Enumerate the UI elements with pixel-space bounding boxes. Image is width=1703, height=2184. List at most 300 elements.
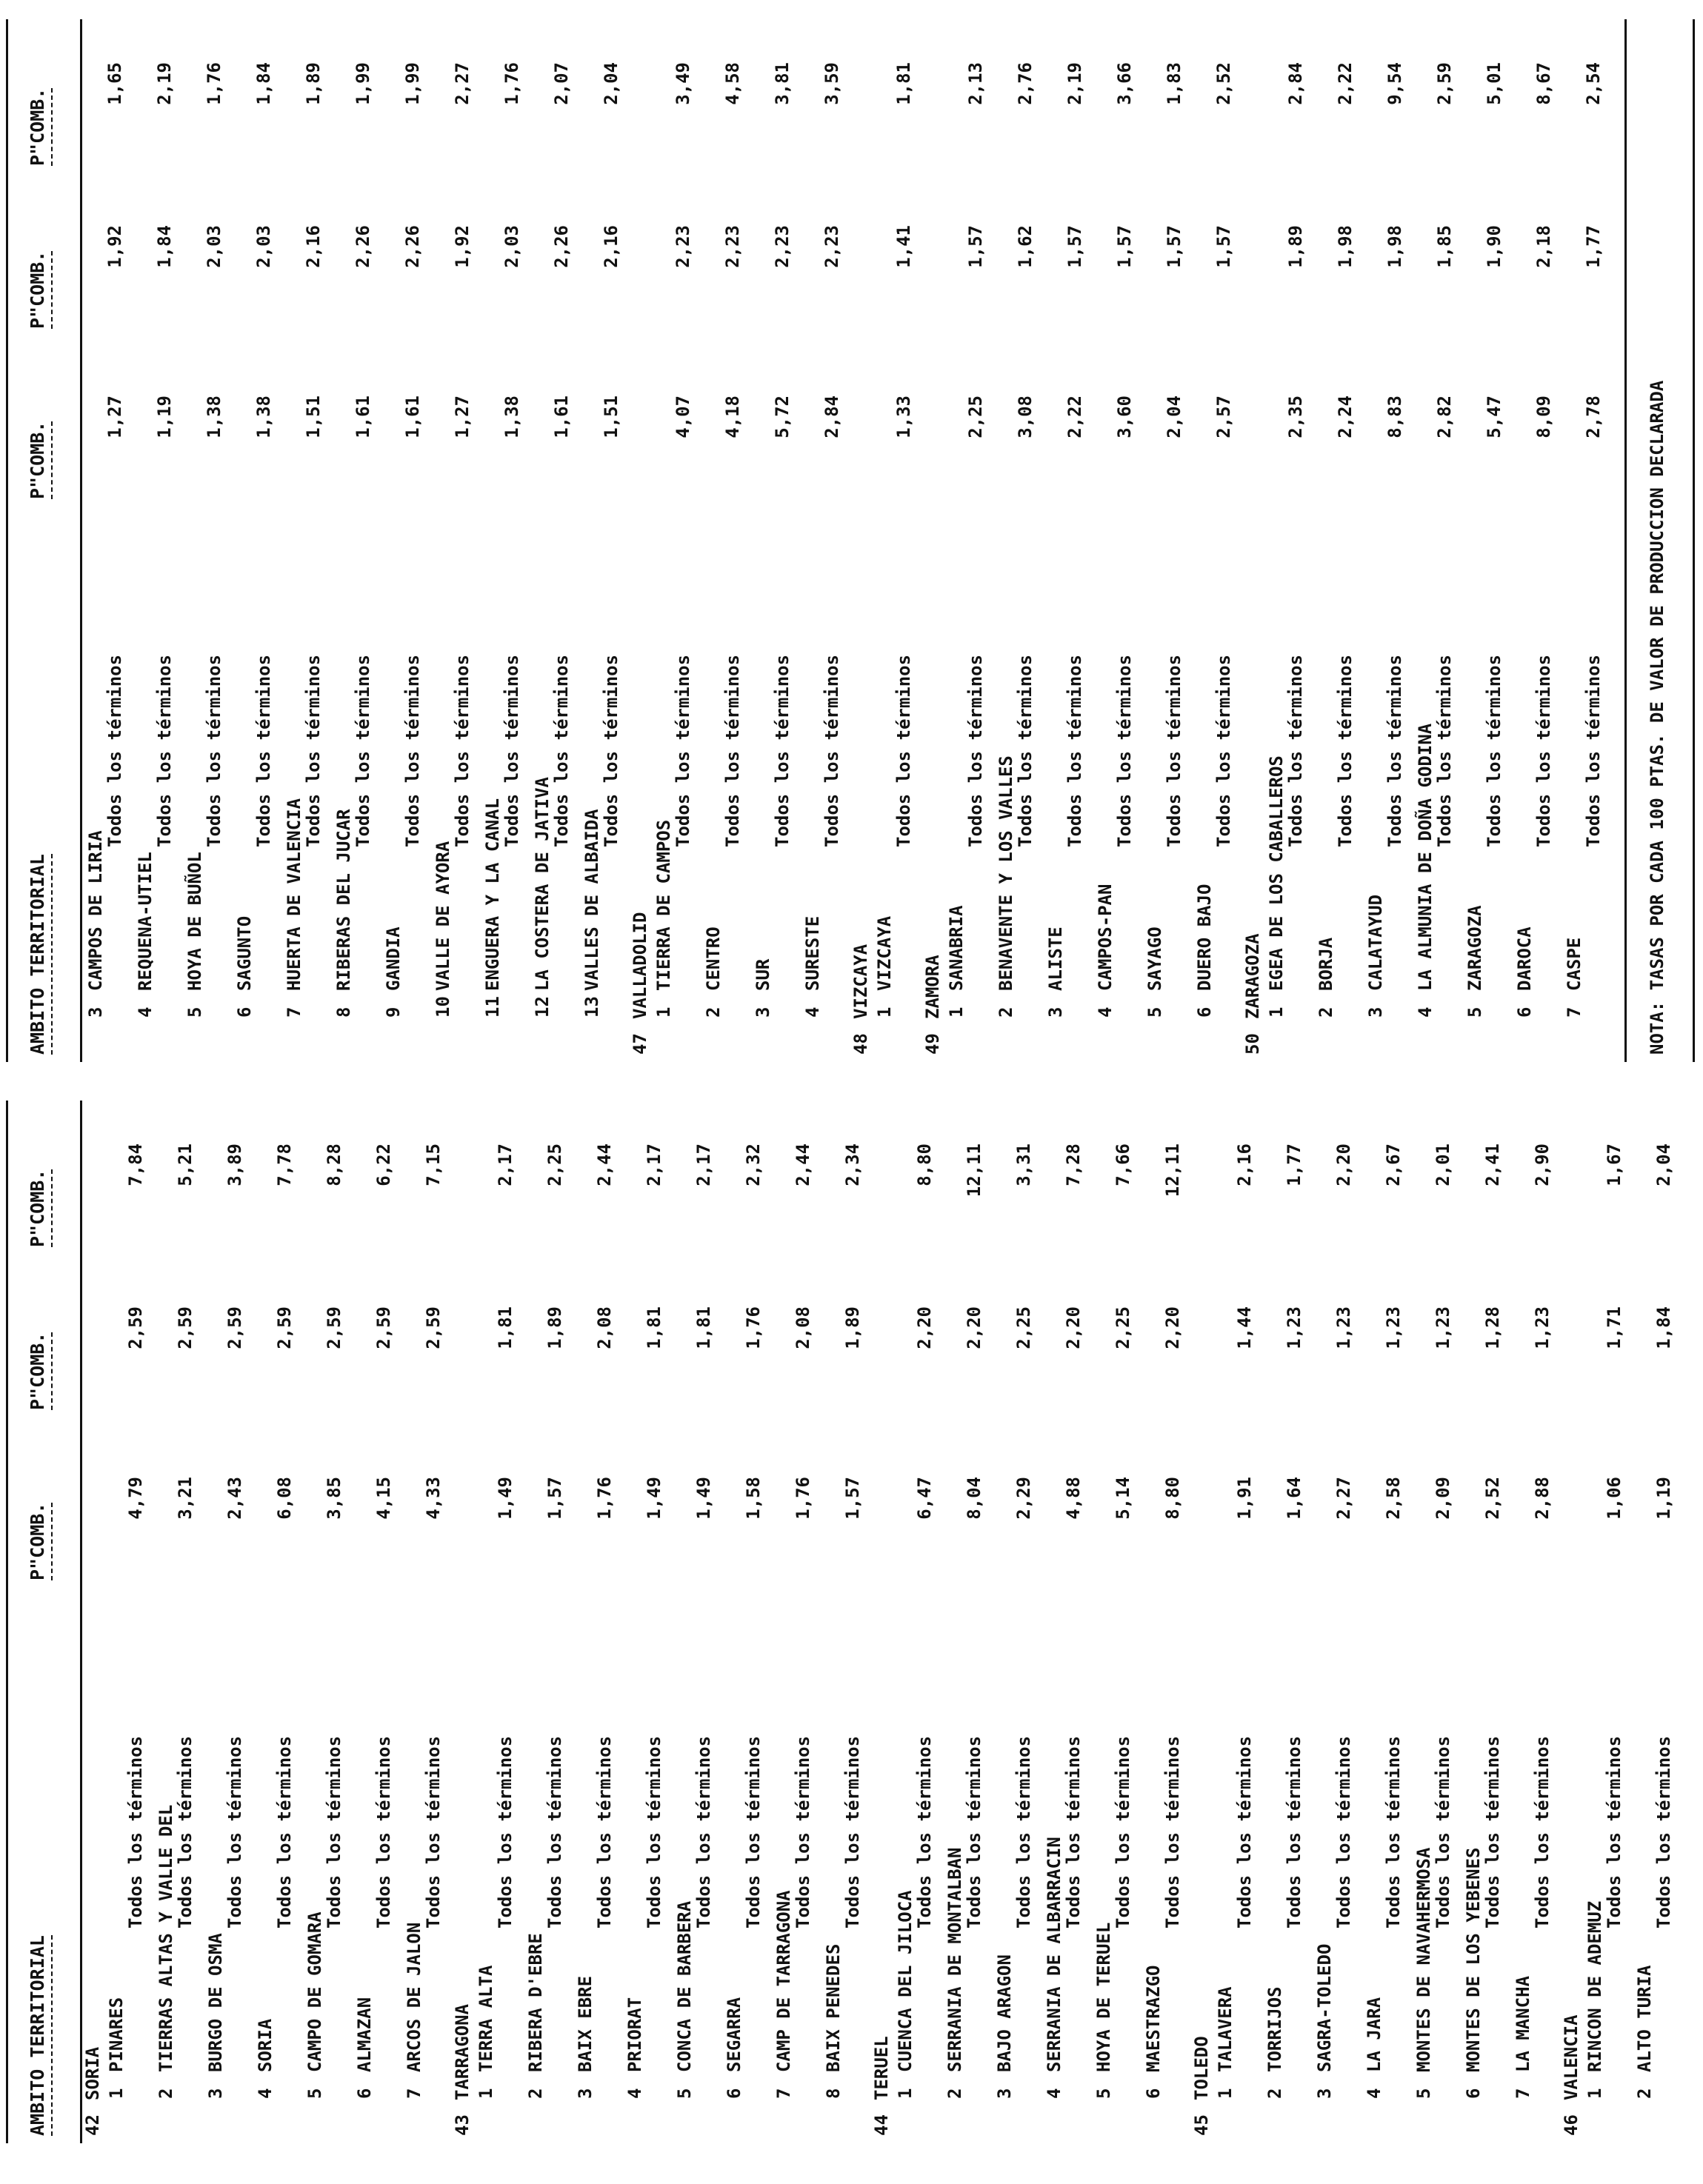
comarca-name: SURESTE (802, 915, 823, 991)
table-row (673, 1101, 722, 2143)
comarca-name: CALATAYUD (1365, 894, 1386, 991)
comarca-label (753, 959, 773, 1018)
comarca-name: LA ALMUNIA DE DOÑA GODINA (1415, 723, 1436, 991)
p-comb-value-3: 7,15 (423, 1143, 444, 1186)
comarca-name: SORIA (255, 2018, 276, 2072)
comarca-name: TIERRAS ALTAS Y VALLE DEL (156, 1804, 176, 2072)
p-comb-value-2: 2,08 (793, 1306, 813, 1349)
p-comb-value-3: 2,59 (1434, 62, 1455, 105)
p-comb-value-2: 2,03 (204, 225, 224, 268)
p-comb-value-3: 1,76 (204, 62, 224, 105)
comarca-label (703, 926, 724, 1018)
comarca-label (476, 1966, 496, 2100)
terms-label: Todos los términos (893, 654, 914, 847)
table-row (481, 19, 530, 1062)
p-comb-value-2: 1,57 (1064, 225, 1085, 268)
p-comb-value-2: 1,57 (1164, 225, 1184, 268)
table-row (133, 19, 183, 1062)
comarca-label (1365, 895, 1386, 1018)
p-comb-value-1: 8,83 (1384, 395, 1405, 438)
comarca-number: 1 (895, 2088, 916, 2099)
header-p-comb-2: P"COMB. (27, 1332, 53, 1410)
comarca-label (944, 1848, 965, 2099)
left-table-body (82, 1101, 1682, 2143)
comarca-number: 6 (1514, 1006, 1535, 1018)
p-comb-value-2: 2,16 (601, 225, 621, 268)
table-row (381, 19, 431, 1062)
province-heading (1191, 2036, 1212, 2136)
terms-label: Todos los términos (1162, 1735, 1183, 1928)
p-comb-value-3: 2,17 (644, 1143, 664, 1186)
province-heading (850, 944, 871, 1055)
province-group (1561, 1101, 1682, 2143)
p-comb-value-3: 3,81 (772, 62, 793, 105)
province-number: 49 (922, 1033, 943, 1055)
p-comb-value-2: 1,57 (1114, 225, 1135, 268)
comarca-label (581, 809, 602, 1018)
terms-label: Todos los términos (1234, 1735, 1255, 1928)
table-row (104, 1101, 154, 2143)
p-comb-value-3: 8,28 (324, 1143, 344, 1186)
p-comb-value-2: 2,59 (125, 1306, 146, 1349)
p-comb-value-3: 2,41 (1482, 1143, 1503, 1186)
comarca-label (255, 2019, 276, 2099)
table-row (994, 19, 1044, 1062)
p-comb-value-1: 1,64 (1284, 1477, 1304, 1520)
terms-label: Todos los términos (1383, 1735, 1404, 1928)
terms-label: Todos los términos (914, 1735, 935, 1928)
comarca-name: MONTES DE NAVAHERMOSA (1413, 1847, 1434, 2072)
header-top-rule (6, 1101, 8, 2143)
p-comb-value-1: 2,82 (1434, 395, 1455, 438)
p-comb-value-2: 1,57 (965, 225, 986, 268)
p-comb-value-3: 2,54 (1583, 62, 1604, 105)
table-row (1044, 19, 1093, 1062)
province-heading (452, 2004, 473, 2136)
p-comb-value-1: 2,24 (1335, 395, 1356, 438)
comarca-label (433, 841, 453, 1018)
comarca-label (383, 926, 404, 1018)
p-comb-value-3: 2,17 (693, 1143, 714, 1186)
p-comb-value-2: 2,59 (224, 1306, 245, 1349)
comarca-label (333, 809, 354, 1018)
comarca-number: 3 (85, 1006, 106, 1018)
comarca-name: GANDIA (383, 926, 404, 991)
p-comb-value-3: 7,78 (274, 1143, 295, 1186)
p-comb-value-1: 1,38 (204, 395, 224, 438)
province-heading (922, 955, 943, 1055)
terms-label: Todos los términos (793, 1735, 813, 1928)
table-row (353, 1101, 402, 2143)
terms-label: Todos los términos (104, 654, 125, 847)
comarca-name: HOYA DE BUÑOL (184, 852, 205, 991)
terms-label: Todos los términos (1583, 654, 1604, 847)
province-heading (630, 912, 650, 1055)
comarca-label (1144, 926, 1165, 1018)
terms-label: Todos los términos (1484, 654, 1504, 847)
p-comb-value-3: 2,04 (601, 62, 621, 105)
comarca-label (1584, 1901, 1605, 2099)
comarca-label (234, 916, 255, 1018)
note-top-rule (1624, 19, 1627, 1062)
comarca-number: 10 (433, 996, 453, 1018)
comarca-number: 7 (1564, 1006, 1584, 1018)
province-heading (871, 2036, 892, 2136)
terms-label: Todos los términos (964, 1735, 984, 1928)
p-comb-value-1: 1,49 (644, 1477, 664, 1520)
comarca-name: VIZCAYA (874, 915, 895, 991)
p-comb-value-3: 12,11 (964, 1143, 984, 1198)
p-comb-value-3: 2,67 (1383, 1143, 1404, 1186)
comarca-name: TIERRA DE CAMPOS (653, 819, 674, 991)
province-group (1191, 1101, 1561, 2143)
terms-label: Todos los términos (1284, 1735, 1304, 1928)
comarca-number: 8 (333, 1006, 354, 1018)
comarca-name: RIBERAS DEL JUCAR (333, 809, 354, 991)
p-comb-value-1: 2,57 (1213, 395, 1234, 438)
terms-label: Todos los términos (693, 1735, 714, 1928)
comarca-name: BAJO ARAGON (994, 1954, 1015, 2072)
province-number: 46 (1561, 2114, 1582, 2136)
comarca-number: 3 (1314, 2088, 1335, 2099)
p-comb-value-3: 3,31 (1013, 1143, 1034, 1186)
table-row (801, 19, 850, 1062)
comarca-label (1093, 1923, 1114, 2099)
p-comb-value-2: 1,92 (452, 225, 473, 268)
comarca-label (895, 1890, 916, 2099)
table-row (1042, 1101, 1092, 2143)
terms-label: Todos los términos (253, 654, 274, 847)
comarca-number: 7 (773, 2088, 794, 2099)
p-comb-value-2: 2,59 (324, 1306, 344, 1349)
p-comb-value-2: 1,81 (644, 1306, 664, 1349)
comarca-number: 2 (1264, 2088, 1285, 2099)
table-row (944, 19, 994, 1062)
comarca-label (1095, 884, 1116, 1018)
table-row (1562, 19, 1612, 1062)
comarca-number: 2 (944, 2088, 965, 2099)
p-comb-value-1: 2,88 (1532, 1477, 1553, 1520)
p-comb-value-2: 2,59 (373, 1306, 394, 1349)
header-p-comb-3: P"COMB. (27, 1169, 53, 1247)
comarca-label (1514, 926, 1535, 1018)
comarca-number: 1 (1584, 2088, 1605, 2099)
province-group (850, 19, 922, 1062)
table-row (1092, 1101, 1142, 2143)
comarca-number: 4 (1095, 1006, 1116, 1018)
header-p-comb-1: P"COMB. (27, 1503, 53, 1580)
p-comb-value-3: 2,25 (544, 1143, 565, 1186)
table-row (1142, 1101, 1191, 2143)
p-comb-value-2: 1,23 (1532, 1306, 1553, 1349)
comarca-label (773, 1890, 794, 2099)
comarca-number: 2 (1634, 2088, 1655, 2099)
terms-label: Todos los términos (175, 1735, 196, 1928)
p-comb-value-3: 3,89 (224, 1143, 245, 1186)
comarca-number: 5 (1144, 1006, 1165, 1018)
comarca-name: ALISTE (1045, 926, 1066, 991)
p-comb-value-3: 2,84 (1285, 62, 1306, 105)
p-comb-value-2: 1,84 (1653, 1306, 1674, 1349)
province-group (82, 1101, 452, 2143)
comarca-label (1266, 755, 1287, 1018)
table-row (1513, 19, 1562, 1062)
terms-label: Todos los términos (673, 654, 693, 847)
comarca-number: 3 (753, 1006, 773, 1018)
p-comb-value-1: 1,61 (551, 395, 572, 438)
terms-label: Todos los términos (324, 1735, 344, 1928)
comarca-number: 6 (1463, 2088, 1484, 2099)
comarca-name: TALAVERA (1215, 1986, 1236, 2072)
p-comb-value-2: 2,20 (1063, 1306, 1084, 1349)
province-name: TOLEDO (1191, 2036, 1212, 2100)
p-comb-value-1: 3,60 (1114, 395, 1135, 438)
p-comb-value-3: 1,89 (303, 62, 324, 105)
p-comb-value-2: 2,20 (964, 1306, 984, 1349)
comarca-label (205, 1933, 226, 2099)
table-row (524, 1101, 573, 2143)
terms-label: Todos los términos (1433, 1735, 1453, 1928)
table-row (1264, 19, 1314, 1062)
p-comb-value-3: 7,84 (125, 1143, 146, 1186)
right-table (6, 19, 1695, 1062)
p-comb-value-1: 1,51 (303, 395, 324, 438)
comarca-number: 1 (874, 1006, 895, 1018)
p-comb-value-3: 2,04 (1653, 1143, 1674, 1186)
table-row (1263, 1101, 1313, 2143)
p-comb-value-3: 2,44 (793, 1143, 813, 1186)
p-comb-value-3: 2,17 (495, 1143, 516, 1186)
comarca-name: CUENCA DEL JILOCA (895, 1890, 916, 2072)
p-comb-value-2: 2,03 (253, 225, 274, 268)
p-comb-value-2: 1,89 (544, 1306, 565, 1349)
p-comb-value-1: 3,08 (1015, 395, 1036, 438)
p-comb-value-1: 8,80 (1162, 1477, 1183, 1520)
comarca-label (1564, 938, 1584, 1018)
comarca-number: 1 (1266, 1006, 1287, 1018)
province-group (630, 19, 850, 1062)
comarca-number: 1 (653, 1006, 674, 1018)
p-comb-value-2: 1,89 (842, 1306, 863, 1349)
p-comb-value-2: 2,59 (274, 1306, 295, 1349)
terms-label: Todos los términos (1604, 1735, 1624, 1928)
table-header (6, 19, 82, 1062)
comarca-name: TORRIJOS (1264, 1986, 1285, 2072)
p-comb-value-3: 1,84 (253, 62, 274, 105)
header-p-comb-2: P"COMB. (27, 251, 53, 329)
comarca-label (823, 1944, 844, 2099)
province-number: 45 (1191, 2114, 1212, 2136)
comarca-number: 1 (476, 2088, 496, 2099)
p-comb-value-2: 1,77 (1583, 225, 1604, 268)
province-name: VIZCAYA (850, 944, 871, 1019)
table-row (993, 1101, 1042, 2143)
terms-label: Todos los términos (1285, 654, 1306, 847)
comarca-label (1215, 1986, 1236, 2099)
p-comb-value-2: 1,84 (154, 225, 175, 268)
p-comb-value-2: 1,92 (104, 225, 125, 268)
comarca-label (1463, 1848, 1484, 2099)
table-row (154, 1101, 204, 2143)
p-comb-value-1: 4,07 (673, 395, 693, 438)
terms-label: Todos los términos (772, 654, 793, 847)
comarca-name: LA COSTERA DE JATIVA (532, 777, 553, 991)
p-comb-value-1: 8,09 (1533, 395, 1554, 438)
comarca-label (532, 777, 553, 1018)
p-comb-value-2: 2,25 (1113, 1306, 1133, 1349)
p-comb-value-1: 1,57 (842, 1477, 863, 1520)
note-block (1624, 19, 1695, 1062)
p-comb-value-2: 1,98 (1384, 225, 1405, 268)
terms-label: Todos los términos (1013, 1735, 1034, 1928)
province-group (1242, 19, 1612, 1062)
comarca-label (1464, 905, 1485, 1018)
comarca-label (674, 1901, 695, 2099)
terms-label: Todos los términos (1434, 654, 1455, 847)
comarca-name: RINCON DE ADEMUZ (1584, 1900, 1605, 2072)
comarca-name: LA JARA (1364, 1997, 1384, 2072)
province-number: 44 (871, 2114, 892, 2136)
table-row (1213, 1101, 1263, 2143)
note-bottom-rule (1693, 19, 1695, 1062)
header-top-rule (6, 19, 8, 1062)
table-row (183, 19, 233, 1062)
comarca-number: 7 (1513, 2088, 1533, 2099)
table-row (1412, 1101, 1462, 2143)
comarca-name: MONTES DE LOS YEBENES (1463, 1847, 1484, 2072)
terms-label: Todos los términos (1533, 654, 1554, 847)
p-comb-value-2: 2,18 (1533, 225, 1554, 268)
p-comb-value-1: 2,29 (1013, 1477, 1034, 1520)
province-name: SORIA (82, 2046, 103, 2100)
p-comb-value-2: 1,85 (1434, 225, 1455, 268)
comarca-number: 2 (1316, 1006, 1336, 1018)
comarca-number: 9 (383, 1006, 404, 1018)
p-comb-value-2: 2,16 (303, 225, 324, 268)
terms-label: Todos los términos (821, 654, 842, 847)
p-comb-value-1: 1,58 (743, 1477, 764, 1520)
p-comb-value-1: 4,88 (1063, 1477, 1084, 1520)
terms-label: Todos los términos (1333, 1735, 1354, 1928)
p-comb-value-3: 6,22 (373, 1143, 394, 1186)
terms-label: Todos los términos (644, 1735, 664, 1928)
p-comb-value-3: 2,76 (1015, 62, 1036, 105)
terms-label: Todos los términos (544, 1735, 565, 1928)
terms-label: Todos los términos (1063, 1735, 1084, 1928)
comarca-name: ENGUERA Y LA CANAL (482, 798, 503, 991)
comarca-label (1415, 724, 1436, 1018)
p-comb-value-1: 2,43 (224, 1477, 245, 1520)
comarca-name: SANABRIA (946, 905, 967, 991)
p-comb-value-1: 3,85 (324, 1477, 344, 1520)
p-comb-value-1: 1,49 (495, 1477, 516, 1520)
comarca-name: ALTO TURIA (1634, 1965, 1655, 2072)
p-comb-value-1: 1,76 (594, 1477, 615, 1520)
comarca-number: 5 (674, 2088, 695, 2099)
p-comb-value-3: 2,52 (1213, 62, 1234, 105)
p-comb-value-3: 1,76 (501, 62, 522, 105)
header-p-comb-3: P"COMB. (27, 88, 53, 166)
table-row (652, 19, 701, 1062)
p-comb-value-1: 2,22 (1064, 395, 1085, 438)
p-comb-value-3: 2,07 (551, 62, 572, 105)
comarca-name: TERRA ALTA (476, 1965, 496, 2072)
province-group (452, 1101, 871, 2143)
p-comb-value-3: 1,83 (1164, 62, 1184, 105)
p-comb-value-2: 1,23 (1284, 1306, 1304, 1349)
comarca-label (85, 830, 106, 1018)
p-comb-value-3: 1,81 (893, 62, 914, 105)
table-row (1463, 19, 1513, 1062)
terms-label: Todos los términos (965, 654, 986, 847)
table-header (6, 1101, 82, 2143)
province-number: 47 (630, 1033, 650, 1055)
p-comb-value-1: 6,47 (914, 1477, 935, 1520)
p-comb-value-2: 1,90 (1484, 225, 1504, 268)
comarca-name: ZARAGOZA (1464, 905, 1485, 991)
comarca-name: DAROCA (1514, 926, 1535, 991)
comarca-name: CENTRO (703, 926, 724, 991)
comarca-name: BORJA (1316, 937, 1336, 991)
comarca-name: PINARES (106, 1997, 127, 2072)
comarca-label (304, 1911, 325, 2099)
p-comb-value-3: 1,99 (353, 62, 373, 105)
p-comb-value-2: 2,26 (353, 225, 373, 268)
province-group (82, 19, 630, 1062)
province-name: TARRAGONA (452, 2003, 473, 2100)
comarca-label (575, 1976, 596, 2099)
p-comb-value-1: 1,06 (1604, 1477, 1624, 1520)
comarca-number: 1 (946, 1006, 967, 1018)
p-comb-value-1: 1,19 (1653, 1477, 1674, 1520)
terms-label: Todos los términos (1384, 654, 1405, 847)
province-heading (82, 2047, 103, 2136)
province-name: VALLADOLID (630, 912, 650, 1019)
comarca-label (1044, 1837, 1064, 2099)
terms-label: Todos los términos (1335, 654, 1356, 847)
province-heading (1242, 933, 1263, 1055)
p-comb-value-3: 5,01 (1484, 62, 1504, 105)
comarca-label (1143, 1966, 1164, 2100)
province-number: 48 (850, 1033, 871, 1055)
terms-label: Todos los términos (743, 1735, 764, 1928)
comarca-label (624, 1997, 645, 2099)
comarca-name: CASPE (1564, 937, 1584, 991)
comarca-number: 2 (703, 1006, 724, 1018)
p-comb-value-3: 2,01 (1433, 1143, 1453, 1186)
p-comb-value-1: 2,58 (1383, 1477, 1404, 1520)
table-row (1511, 1101, 1561, 2143)
p-comb-value-1: 1,61 (353, 395, 373, 438)
table-row (1314, 19, 1364, 1062)
comarca-label (1364, 1997, 1384, 2099)
terms-label: Todos los términos (722, 654, 743, 847)
p-comb-value-3: 1,65 (104, 62, 125, 105)
p-comb-value-3: 2,19 (154, 62, 175, 105)
p-comb-value-3: 2,16 (1234, 1143, 1255, 1186)
p-comb-value-3: 8,67 (1533, 62, 1554, 105)
comarca-name: CAMPO DE GOMARA (304, 1911, 325, 2072)
comarca-name: REQUENA-UTIEL (135, 852, 156, 991)
comarca-name: BENAVENTE Y LOS VALLES (996, 755, 1016, 991)
comarca-label (802, 916, 823, 1018)
terms-label: Todos los términos (594, 1735, 615, 1928)
header-ambito-territorial: AMBITO TERRITORIAL (27, 1935, 53, 2136)
p-comb-value-3: 8,80 (914, 1143, 935, 1186)
comarca-number: 6 (354, 2088, 375, 2099)
p-comb-value-1: 2,25 (965, 395, 986, 438)
table-row (431, 19, 481, 1062)
